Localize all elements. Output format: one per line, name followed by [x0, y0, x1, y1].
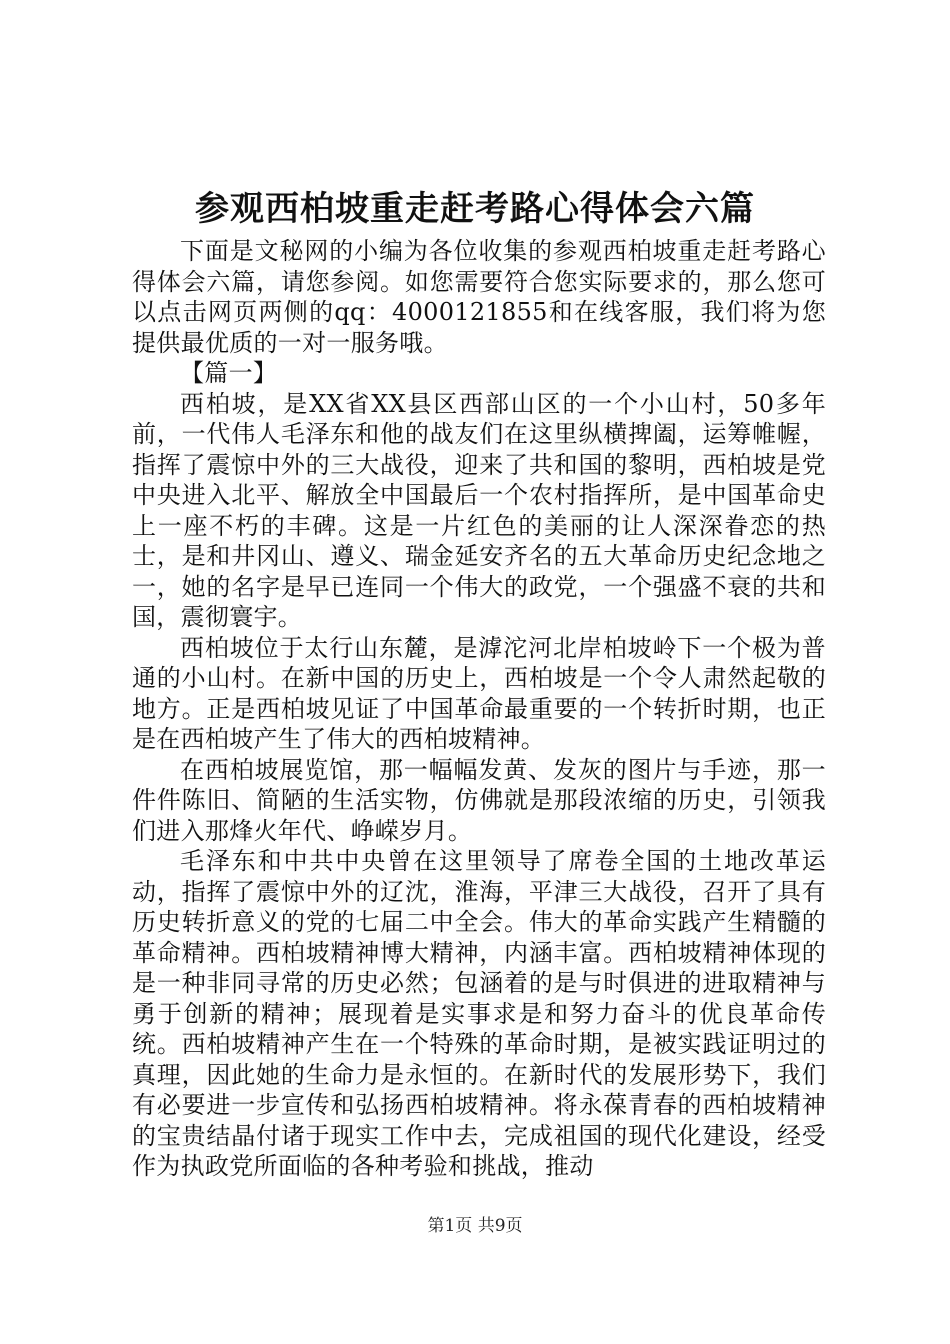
body-paragraph: 西柏坡位于太行山东麓，是滹沱河北岸柏坡岭下一个极为普通的小山村。在新中国的历史上，西柏坡是一个令人肃然起敬的地方。正是西柏坡见证了中国革命最重要的一个转折时期，也正是在西柏坡产生了伟大的西柏坡精神。: [132, 633, 826, 753]
body-paragraph: 毛泽东和中共中央曾在这里领导了席卷全国的土地改革运动，指挥了震惊中外的辽沈，淮海，平津三大战役，召开了具有历史转折意义的党的七届二中全会。伟大的革命实践产生精髓的革命精神。西柏坡精神博大精神，内涵丰富。西柏坡精神体现的是一种非同寻常的历史必然；包涵着的是与时俱进的进取精神与勇于创新的精神；展现着是实事求是和努力奋斗的优良革命传统。西柏坡精神产生在一个特殊的革命时期，是被实践证明过的真理，因此她的生命力是永恒的。在新时代的发展形势下，我们有必要进一步宣传和弘扬西柏坡精神。将永葆青春的西柏坡精神的宝贵结晶付诸于现实工作中去，完成祖国的现代化建设，经受作为执政党所面临的各种考验和挑战，推动: [132, 847, 826, 1180]
body-paragraph: 西柏坡，是XX省XX县区西部山区的一个小山村，50多年前，一代伟人毛泽东和他的战友们在这里纵横捭阖，运筹帷幄，指挥了震惊中外的三大战役，迎来了共和国的黎明，西柏坡是党中央进入北平、解放全中国最后一个农村指挥所，是中国革命史上一座不朽的丰碑。这是一片红色的美丽的让人深深眷恋的热士，是和井冈山、遵义、瑞金延安齐名的五大革命历史纪念地之一，她的名字是早已连同一个伟大的政党，一个强盛不衰的共和国，震彻寰宇。: [132, 389, 826, 631]
body-paragraph: 在西柏坡展览馆，那一幅幅发黄、发灰的图片与手迹，那一件件陈旧、简陋的生活实物，仿佛就是那段浓缩的历史，引领我们进入那烽火年代、峥嵘岁月。: [132, 755, 826, 845]
document-title: 参观西柏坡重走赶考路心得体会六篇: [195, 189, 755, 229]
page-number-footer: 第1页 共9页: [427, 1216, 523, 1236]
document-body: [132, 236, 826, 1182]
section-heading: 【篇一】: [180, 359, 278, 387]
intro-paragraph: 下面是文秘网的小编为各位收集的参观西柏坡重走赶考路心得体会六篇，请您参阅。如您需要符合您实际要求的，那么您可以点击网页两侧的qq：4000121855和在线客服，我们将为您提供最优质的一对一服务哦。: [132, 237, 826, 357]
